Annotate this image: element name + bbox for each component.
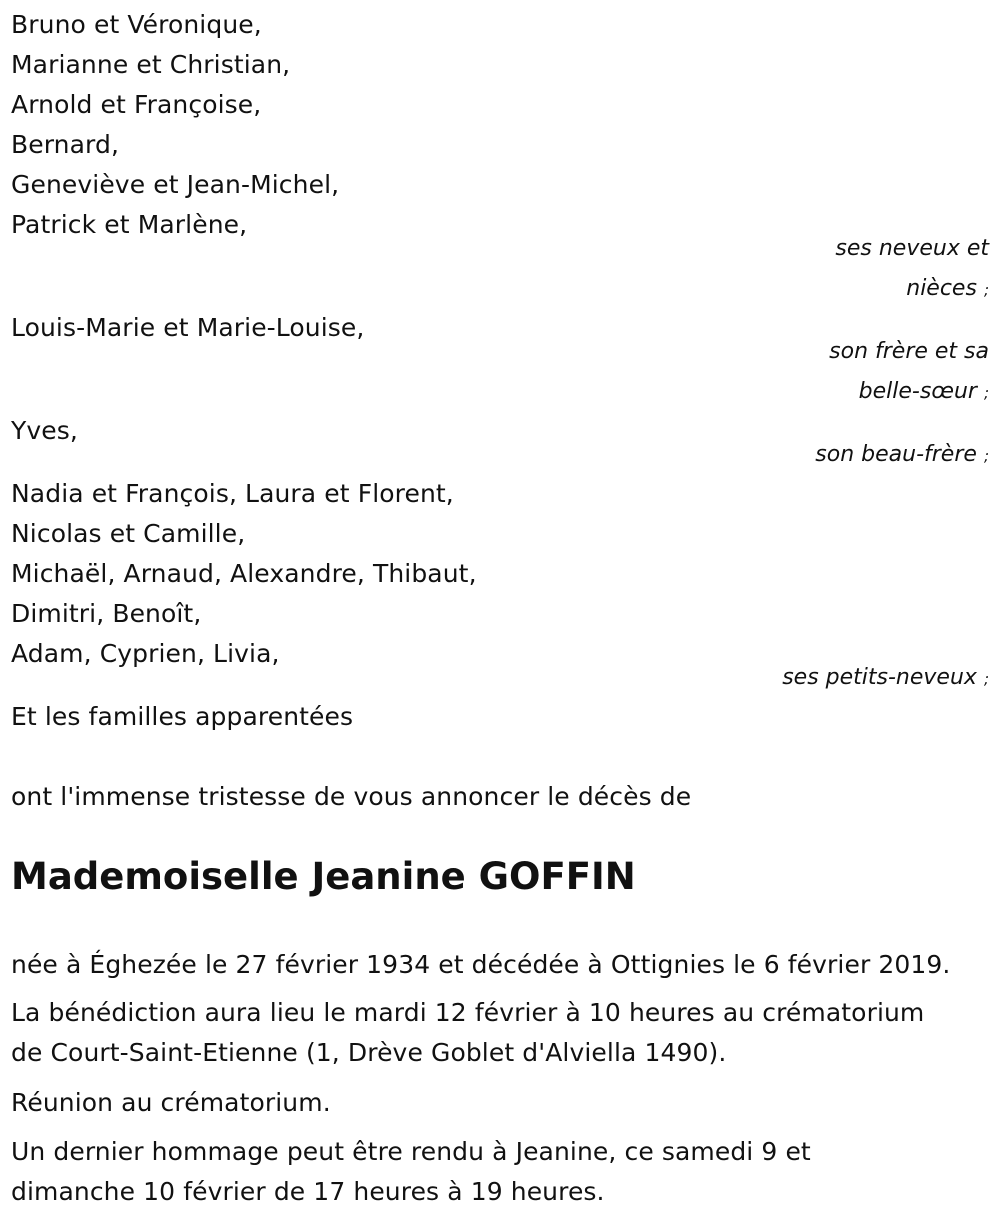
family-line: Yves, [11,416,78,445]
relation-separator: ; [983,447,989,465]
relation-text: ses petits-neveux [782,665,977,690]
relation-label [859,377,989,408]
birth-death-details: née à Éghezée le 27 février 1934 et décédée à Ottignies le 6 février 2019. [11,950,951,979]
relation-separator: ; [983,384,989,402]
family-line: Bernard, [11,130,119,159]
family-line: Michaël, Arnaud, Alexandre, Thibaut, [11,559,477,588]
deceased-name: Mademoiselle Jeanine GOFFIN [11,855,636,898]
tribute-details: dimanche 10 février de 17 heures à 19 heures. [11,1177,605,1206]
relation-label [829,337,989,367]
family-line: Marianne et Christian, [11,50,291,79]
reunion-details: Réunion au crématorium. [11,1088,331,1117]
relation-label [835,234,989,264]
family-line: Adam, Cyprien, Livia, [11,639,280,668]
relation-text: son frère et sa [829,339,989,364]
family-line: Patrick et Marlène, [11,210,248,239]
family-line: Arnold et Françoise, [11,90,262,119]
family-line: Geneviève et Jean-Michel, [11,170,340,199]
ceremony-details: de Court-Saint-Etienne (1, Drève Goblet d'Alviella 1490). [11,1038,727,1067]
relation-label [906,274,989,305]
family-line: Nicolas et Camille, [11,519,246,548]
related-families: Et les familles apparentées [11,702,354,731]
family-line: Bruno et Véronique, [11,10,262,39]
family-line: Nadia et François, Laura et Florent, [11,479,454,508]
ceremony-details: La bénédiction aura lieu le mardi 12 février à 10 heures au crématorium [11,998,925,1027]
relation-text: ses neveux et [835,236,989,261]
relation-text: belle-sœur [858,379,977,404]
relation-text: son beau-frère [815,442,977,467]
announcement-text: ont l'immense tristesse de vous annoncer le décès de [11,782,692,811]
relation-label [782,663,989,694]
relation-text: nièces [906,276,977,301]
relation-separator: ; [983,281,989,299]
tribute-details: Un dernier hommage peut être rendu à Jeanine, ce samedi 9 et [11,1137,811,1166]
relation-label [815,440,989,471]
relation-separator: ; [983,670,989,688]
family-line: Louis-Marie et Marie-Louise, [11,313,365,342]
family-line: Dimitri, Benoît, [11,599,202,628]
